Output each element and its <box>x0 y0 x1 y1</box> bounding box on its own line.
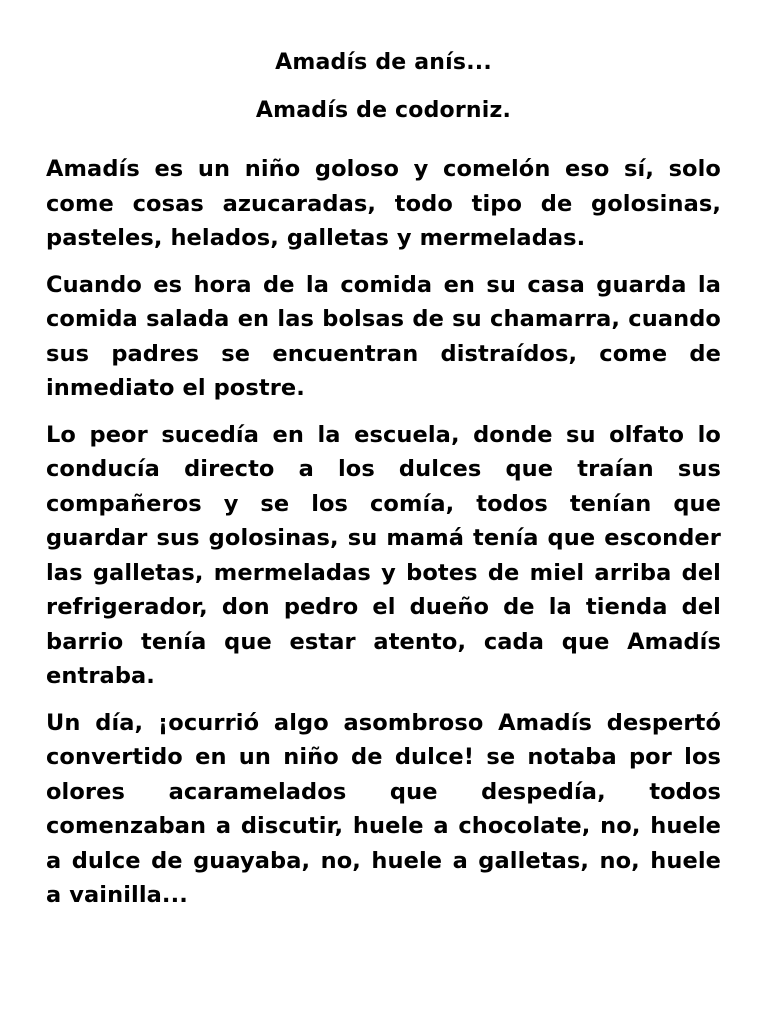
title-line-2: Amadís de codorniz. <box>255 98 512 123</box>
paragraph-3: Lo peor sucedía en la escuela, donde su olfato lo conducía directo a los dulces que traían sus compañeros y se los comía, todos tenían que guardar sus golosinas, su mamá tenía que esconder las galletas, mermeladas y botes de miel arriba del refrigerador, don pedro el dueño de la tienda del barrio tenía que estar atento, cada que Amadís entraba. <box>46 421 721 689</box>
title-line-1: Amadís de anís... <box>275 50 492 75</box>
story-body <box>46 152 721 913</box>
paragraph-1: Amadís es un niño goloso y comelón eso sí, solo come cosas azucaradas, todo tipo de golosinas, pasteles, helados, galletas y mermeladas. <box>46 156 721 251</box>
paragraph-4: Un día, ¡ocurrió algo asombroso Amadís despertó convertido en un niño de dulce! se notaba por los olores acaramelados que despedía, todos comenzaban a discutir, huele a chocolate, no, huele a dulce de guayaba, no, huele a galletas, no, huele a vainilla... <box>46 709 721 908</box>
paragraph-2: Cuando es hora de la comida en su casa guarda la comida salada en las bolsas de su chamarra, cuando sus padres se encuentran distraídos, come de inmediato el postre. <box>46 271 721 401</box>
